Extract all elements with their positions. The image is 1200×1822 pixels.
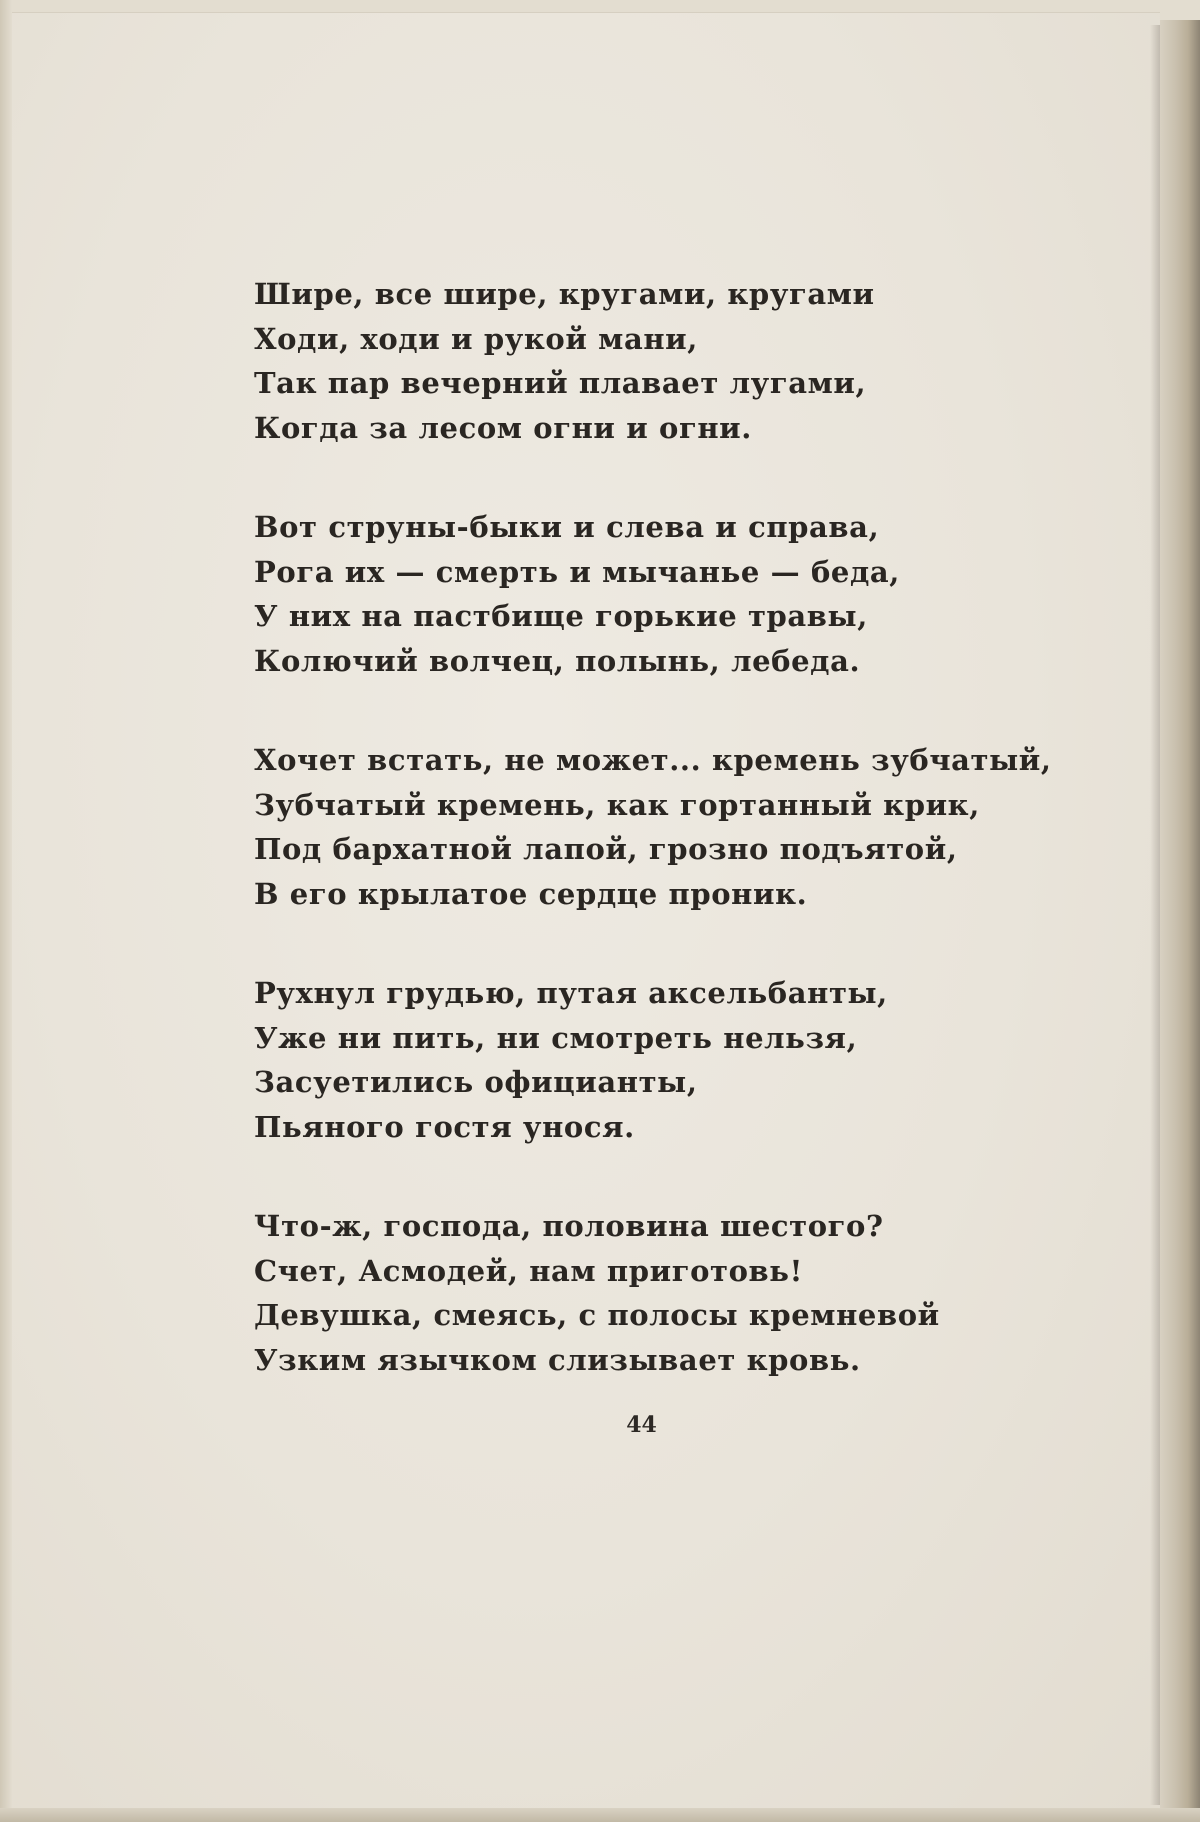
poem-line: Так пар вечерний плавает лугами, xyxy=(254,366,867,400)
poem-line: Счет, Асмодей, нам приготовь! xyxy=(254,1253,803,1288)
stanza-2 xyxy=(254,505,1114,683)
left-page-edge xyxy=(0,0,12,1822)
poem-line: Когда за лесом огни и огни. xyxy=(254,410,752,445)
stanza-4 xyxy=(254,971,1114,1149)
poem-line: Колючий волчец, полынь, лебеда. xyxy=(254,643,861,678)
poem-line: Ходи, ходи и рукой мани, xyxy=(254,321,698,356)
poem-line: В его крылатое сердце проник. xyxy=(254,876,808,911)
poem-line: Что-ж, господа, половина шестого? xyxy=(254,1209,884,1243)
page-number: 44 xyxy=(626,1412,657,1438)
poem-line: У них на пастбище горькие травы, xyxy=(254,599,868,633)
poem-line: Засуетились официанты, xyxy=(254,1065,698,1099)
poem-line: Шире, все шире, кругами, кругами xyxy=(254,277,875,311)
poem-line: Под бархатной лапой, грозно подъятой, xyxy=(254,832,958,866)
poem-line: Вот струны-быки и слева и справа, xyxy=(254,510,880,544)
poem-line: Девушка, смеясь, с полосы кремневой xyxy=(254,1298,940,1332)
stanza-3 xyxy=(254,738,1114,916)
poem-line: Пьяного гостя унося. xyxy=(254,1109,635,1144)
poem-line: Узким язычком слизывает кровь. xyxy=(254,1342,861,1377)
poem-line: Рухнул грудью, путая аксельбанты, xyxy=(254,976,888,1010)
right-page-edges xyxy=(1160,20,1200,1810)
poem-text xyxy=(254,272,1114,1382)
poem-line: Рога их — смерть и мычанье — беда, xyxy=(254,554,900,589)
bottom-page-edge xyxy=(0,1808,1200,1822)
poem-line: Уже ни пить, ни смотреть нельзя, xyxy=(254,1020,858,1055)
stanza-1 xyxy=(254,272,1114,450)
stanza-5 xyxy=(254,1204,1114,1382)
poem-line: Зубчатый кремень, как гортанный крик, xyxy=(254,787,980,822)
poem-line: Хочет встать, не может... кремень зубчатый, xyxy=(254,743,1052,777)
